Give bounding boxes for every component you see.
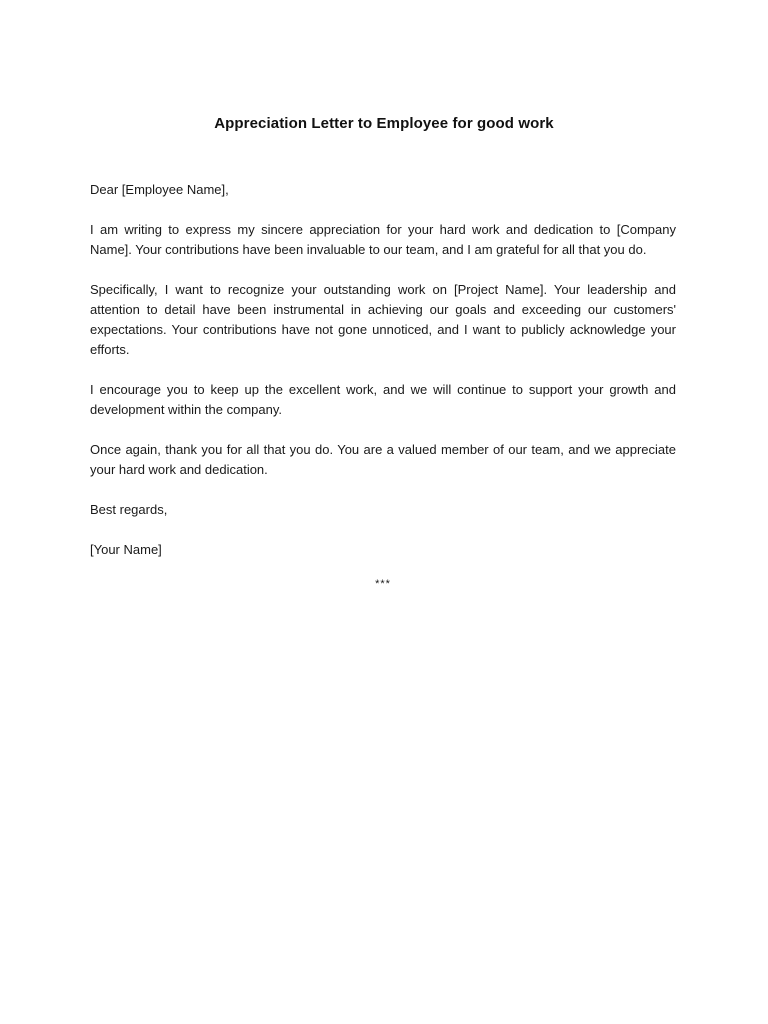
greeting: Dear [Employee Name],: [90, 182, 229, 197]
paragraph-thanks: Once again, thank you for all that you do. You are a valued member of our team, and we appreciate your hard work and dedication.: [90, 442, 676, 477]
section-separator: ***: [375, 578, 391, 590]
letter-body: [90, 180, 676, 594]
closing: Best regards,: [90, 502, 168, 517]
paragraph-intro: I am writing to express my sincere appreciation for your hard work and dedication to [Company Name]. Your contributions have been invaluable to our team, and I am grateful for all that you do.: [90, 222, 676, 257]
signature: [Your Name]: [90, 542, 162, 557]
letter-title: Appreciation Letter to Employee for good work: [214, 115, 554, 132]
paragraph-recognition: Specifically, I want to recognize your outstanding work on [Project Name]. Your leadership and attention to detail have been instrumental in achieving our goals and exceeding our customers' expectations. Your contributions have not gone unnoticed, and I want to publicly acknowledge your efforts.: [90, 282, 676, 357]
paragraph-encouragement: I encourage you to keep up the excellent work, and we will continue to support your growth and development within the company.: [90, 382, 676, 417]
